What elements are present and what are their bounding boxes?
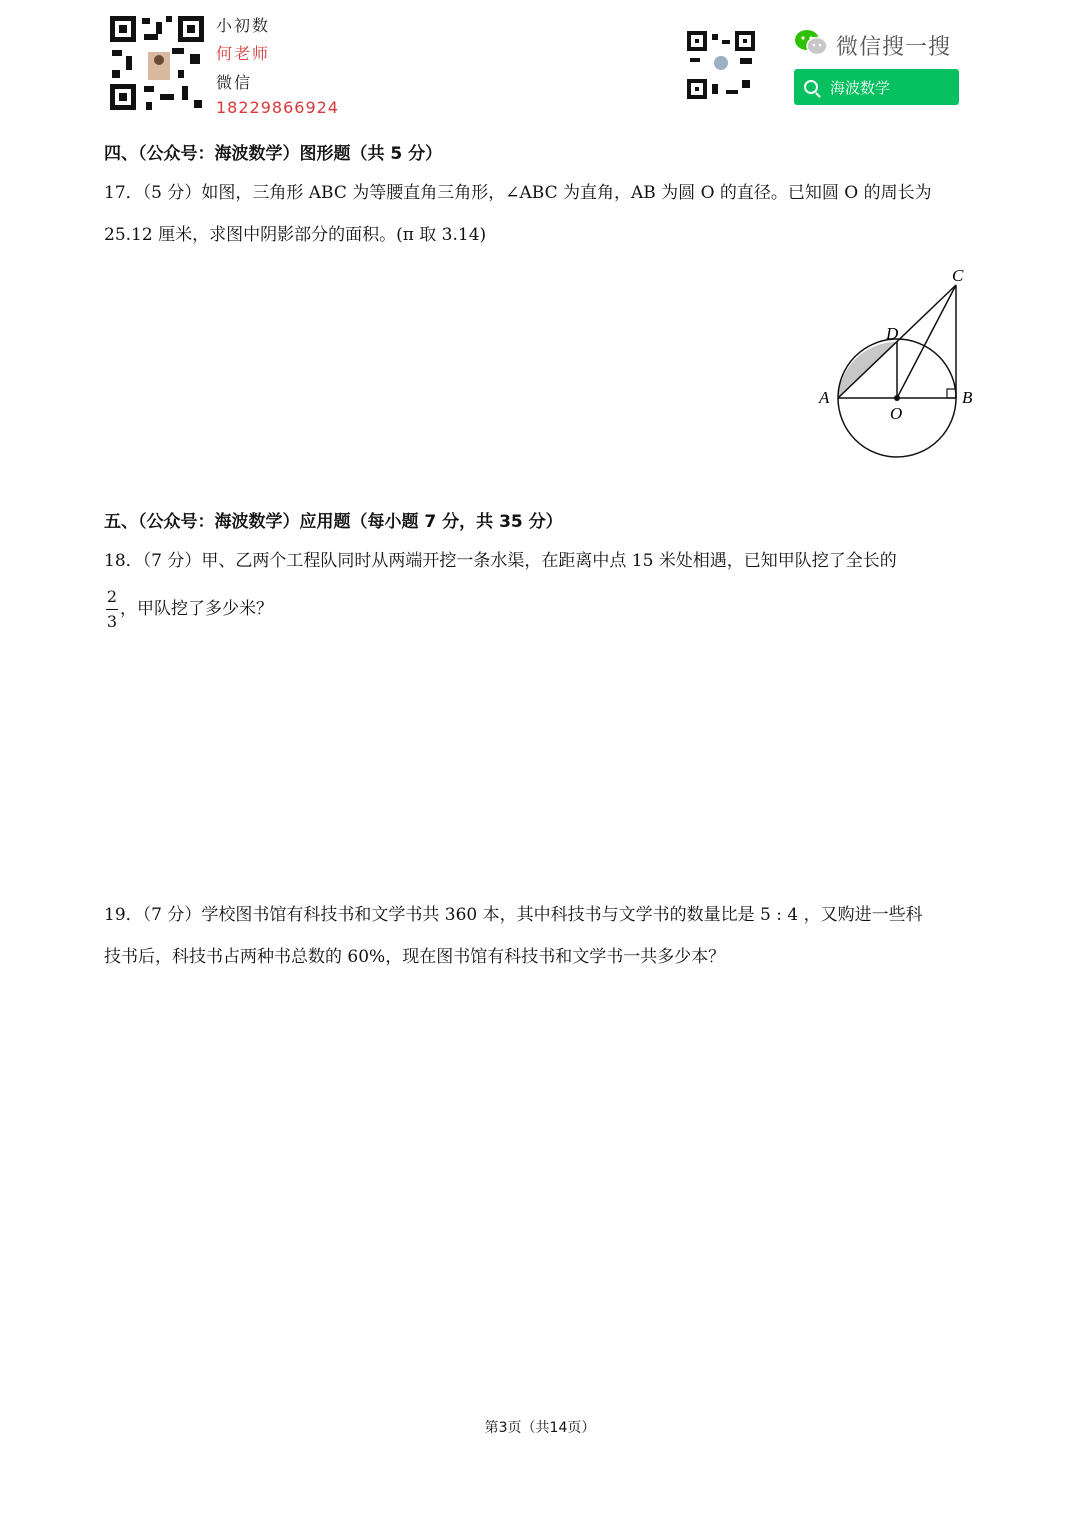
label-a: A xyxy=(819,388,830,407)
section-5-title: 五、（公众号：海波数学）应用题（每小题 7 分，共 35 分） xyxy=(104,512,563,532)
question-19-line-2: 技书后，科技书占两种书总数的 60%，现在图书馆有科技书和文学书一共多少本？ xyxy=(104,947,726,967)
question-17-line-1: 17．（5 分）如图，三角形 ABC 为等腰直角三角形，∠ABC 为直角，AB 为圆 O 的直径。已知圆 O 的周长为 xyxy=(104,183,932,203)
label-o: O xyxy=(890,404,903,423)
contact-label-wechat: 微信 xyxy=(216,73,253,92)
wechat-search-query: 海波数学 xyxy=(830,78,891,97)
label-c: C xyxy=(952,266,964,285)
page-number: 第3页（共14页） xyxy=(484,1420,596,1436)
wechat-search-bar[interactable] xyxy=(794,69,959,105)
fraction-numerator: 2 xyxy=(106,587,118,606)
contact-phone: 18229866924 xyxy=(216,98,339,117)
question-18-line-1: 18．（7 分）甲、乙两个工程队同时从两端开挖一条水渠，在距离中点 15 米处相遇，已知甲队挖了全长的 xyxy=(104,551,897,571)
contact-qr-code xyxy=(108,14,206,112)
question-17-line-2: 25.12 厘米，求图中阴影部分的面积。(π 取 3.14) xyxy=(104,225,487,245)
wechat-qr-code xyxy=(686,30,756,100)
teacher-avatar xyxy=(146,50,172,82)
fraction-denominator: 3 xyxy=(106,612,118,631)
fraction-bar xyxy=(106,609,118,610)
contact-teacher-name: 何老师 xyxy=(216,44,271,63)
question-19-line-1: 19．（7 分）学校图书馆有科技书和文学书共 360 本，其中科技书与文学书的数量比是 5 : 4 ，又购进一些科 xyxy=(104,905,923,925)
wechat-logo-icon xyxy=(793,28,829,58)
label-d: D xyxy=(886,324,899,343)
geometry-figure xyxy=(810,262,985,467)
question-18-line-2: ，甲队挖了多少米？ xyxy=(120,599,273,619)
wechat-search-title: 微信搜一搜 xyxy=(836,35,952,60)
label-b: B xyxy=(962,388,973,407)
search-icon xyxy=(804,80,818,94)
contact-label-1: 小初数 xyxy=(216,16,271,35)
section-4-title: 四、（公众号：海波数学）图形题（共 5 分） xyxy=(104,144,443,164)
